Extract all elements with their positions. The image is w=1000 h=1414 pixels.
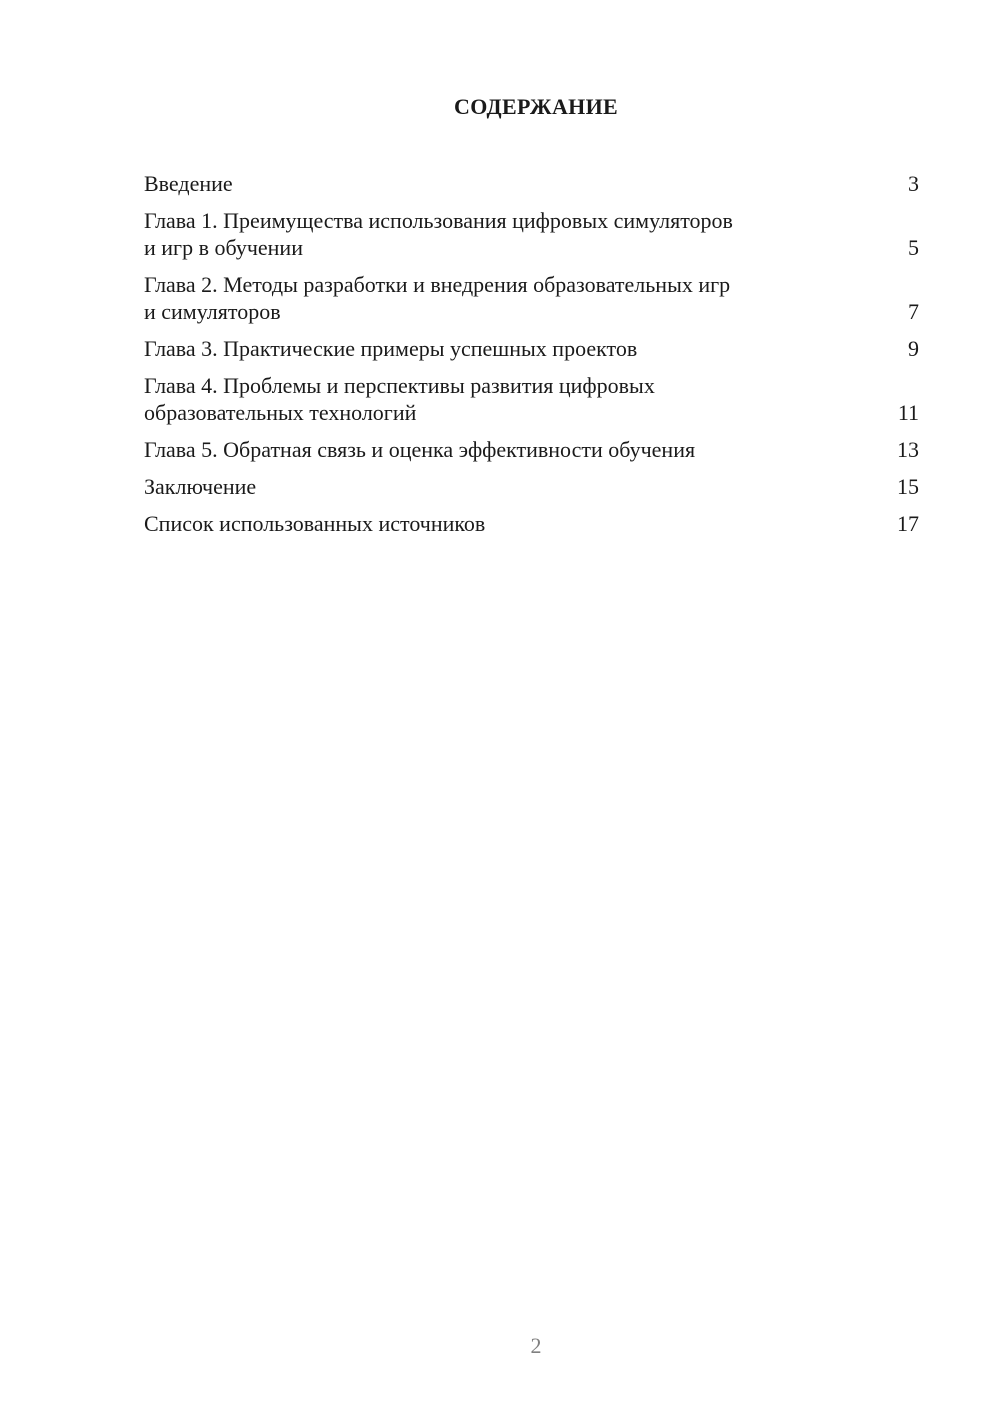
toc-entry-page: 5 [908,235,919,260]
toc-entry-references [144,510,919,537]
toc-entry-page: 13 [897,437,919,462]
toc-entry-page: 7 [908,299,919,324]
toc-entry-title: Глава 1. Преимущества использования цифровых симуляторов и игр в обучении [144,208,733,260]
toc-entry-introduction [144,170,919,197]
table-of-contents [144,170,919,547]
toc-entry-page: 11 [897,400,919,425]
toc-entry-chapter-2 [144,271,919,325]
toc-entry-title: Глава 4. Проблемы и перспективы развития цифровых образовательных технологий [144,373,655,425]
page-title: СОДЕРЖАНИЕ [454,94,618,119]
toc-entry-chapter-3 [144,335,919,362]
toc-entry-title: Глава 3. Практические примеры успешных проектов [144,336,638,361]
toc-entry-chapter-4 [144,372,919,426]
toc-entry-title: Заключение [144,474,257,499]
toc-entry-conclusion [144,473,919,500]
toc-entry-title: Список использованных источников [144,511,486,536]
toc-entry-page: 17 [897,511,919,536]
toc-entry-title: Введение [144,171,233,196]
toc-entry-page: 9 [908,336,919,361]
toc-entry-page: 15 [897,474,919,499]
toc-entry-title: Глава 5. Обратная связь и оценка эффективности обучения [144,437,696,462]
toc-entry-page: 3 [908,171,919,196]
toc-entry-title: Глава 2. Методы разработки и внедрения образовательных игр и симуляторов [144,272,731,324]
toc-entry-chapter-1 [144,207,919,261]
page-number: 2 [530,1333,542,1358]
toc-entry-chapter-5 [144,436,919,463]
